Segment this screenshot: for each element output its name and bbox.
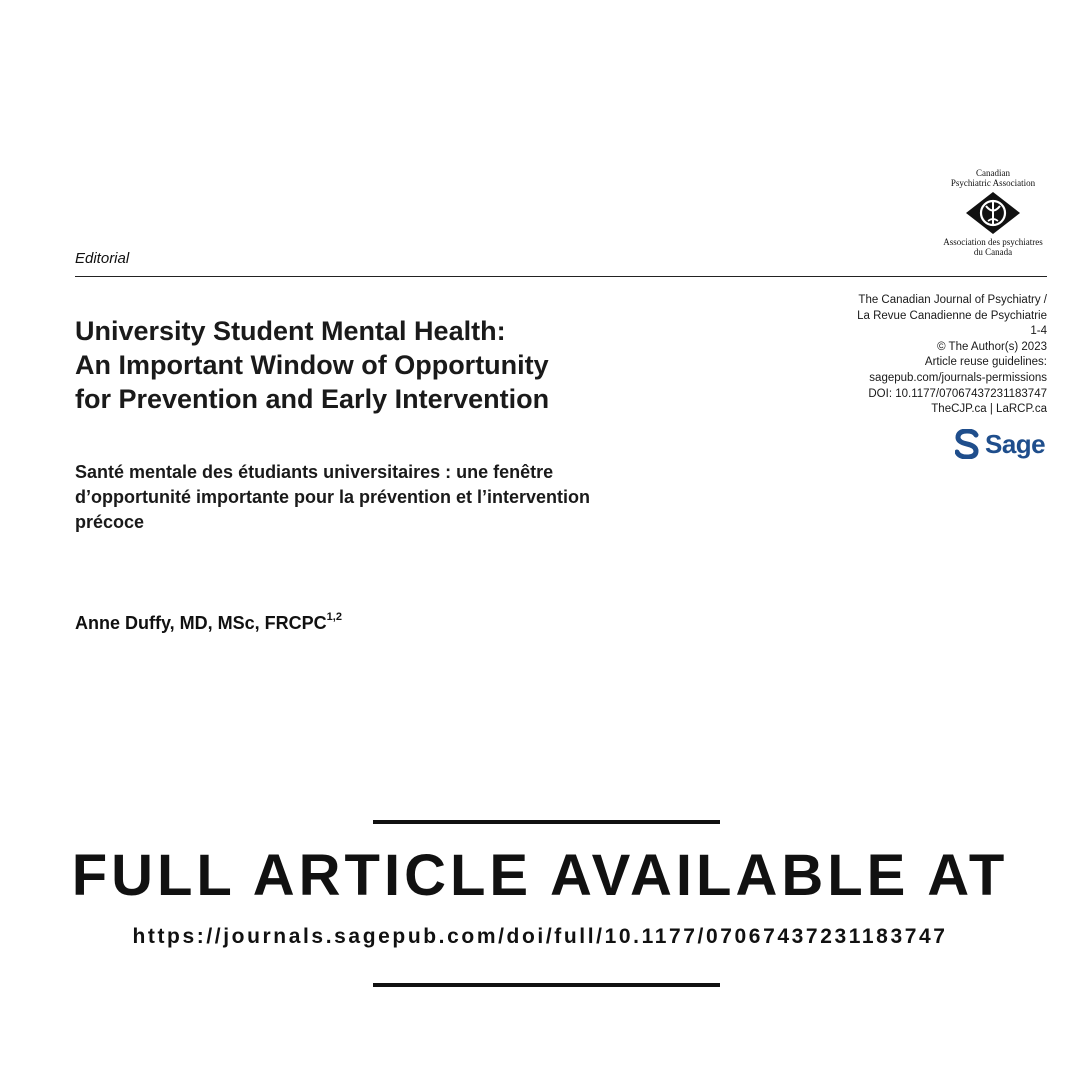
logo-top-line-1: Canadian — [976, 168, 1010, 178]
sage-logo — [955, 426, 1049, 462]
journal-info-line: DOI: 10.1177/07067437231183747 — [868, 387, 1047, 400]
promo-heading: FULL ARTICLE AVAILABLE AT — [71, 843, 1009, 908]
journal-info-line: 1-4 — [1030, 325, 1047, 338]
subtitle-line: d’opportunité importante pour la prévention et l’intervention — [75, 487, 591, 507]
promo-bottom-rule — [373, 983, 720, 987]
title-line: University Student Mental Health: — [75, 316, 506, 346]
article-url-link[interactable]: https://journals.sagepub.com/doi/full/10.1177/07067437231183747 — [132, 925, 948, 948]
article-title — [75, 314, 775, 416]
subtitle-line: Santé mentale des étudiants universitaires : une fenêtre — [75, 462, 554, 482]
title-line: An Important Window of Opportunity — [75, 350, 549, 380]
psychiatric-association-emblem-icon — [964, 191, 1022, 235]
title-line: for Prevention and Early Intervention — [75, 384, 550, 414]
logo-top-text — [938, 168, 1048, 188]
journal-info-line: La Revue Canadienne de Psychiatrie — [857, 309, 1047, 322]
section-label: Editorial — [75, 250, 130, 267]
journal-info-line: The Canadian Journal of Psychiatry / — [858, 294, 1047, 306]
journal-info-line: Article reuse guidelines: — [924, 356, 1047, 369]
promo-top-rule — [373, 820, 720, 824]
author-name: Anne Duffy, MD, MSc, FRCPC — [75, 613, 327, 633]
header-divider — [75, 276, 1047, 277]
logo-bottom-line-2: du Canada — [973, 247, 1013, 257]
logo-bottom-text — [938, 237, 1048, 257]
society-logo — [938, 168, 1048, 257]
sage-s-icon — [955, 429, 979, 459]
journal-info — [787, 293, 1047, 418]
author-affiliation-markers: 1,2 — [326, 611, 342, 623]
subtitle-line: précoce — [75, 512, 145, 532]
sage-wordmark: Sage — [985, 428, 1046, 459]
author-line — [75, 613, 342, 634]
journal-info-line: © The Author(s) 2023 — [937, 340, 1047, 353]
logo-bottom-line-1: Association des psychiatres — [943, 237, 1043, 247]
article-subtitle — [75, 460, 795, 535]
journal-info-line: TheCJP.ca | LaRCP.ca — [931, 403, 1047, 416]
logo-top-line-2: Psychiatric Association — [950, 178, 1036, 188]
journal-info-line: sagepub.com/journals-permissions — [869, 371, 1047, 384]
